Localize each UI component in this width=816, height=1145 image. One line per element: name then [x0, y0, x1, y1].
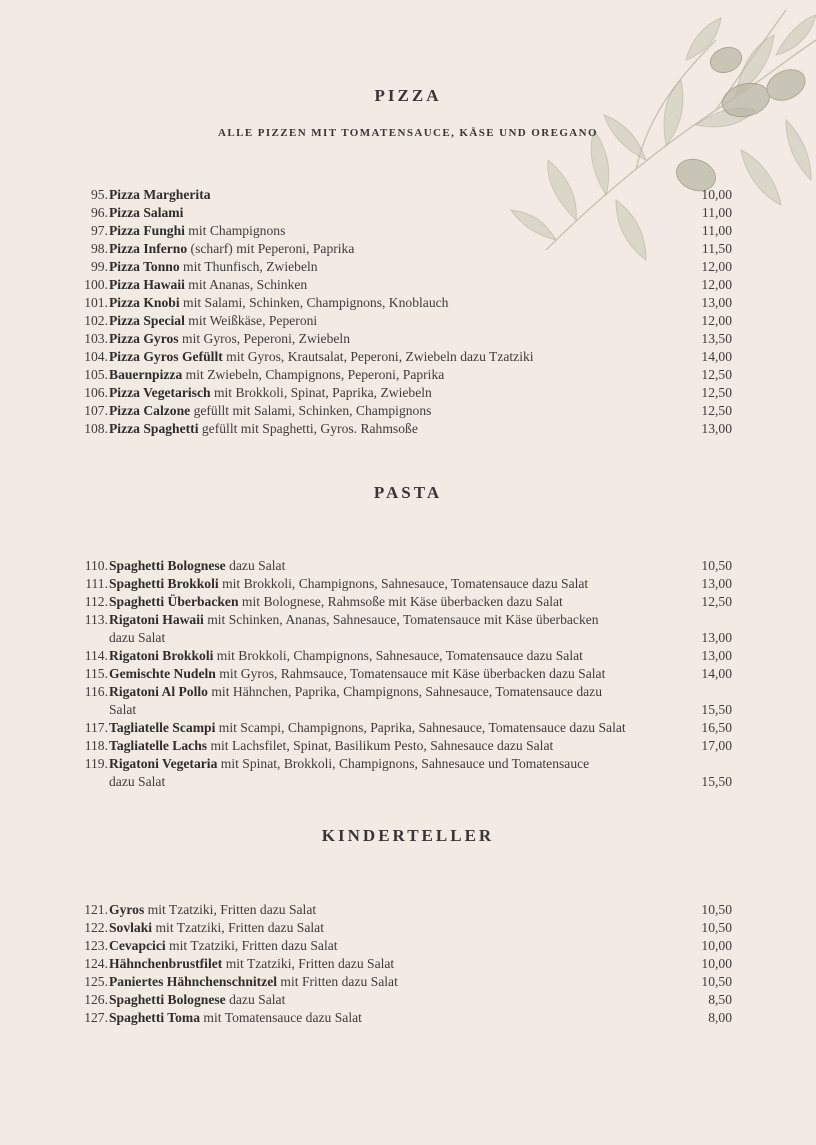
item-name: Pizza Funghi [109, 223, 185, 238]
item-description: mit Tzatziki, Fritten dazu Salat [144, 902, 317, 917]
menu-item [0, 955, 816, 973]
item-name: Pizza Hawaii [109, 277, 185, 292]
menu-item [0, 973, 816, 991]
item-name: Gemischte Nudeln [109, 666, 216, 681]
item-description-continued: dazu Salat [109, 630, 166, 645]
menu-item [0, 665, 816, 683]
menu-item [0, 593, 816, 611]
item-number: 113. [84, 612, 108, 627]
item-description: mit Tzatziki, Fritten dazu Salat [152, 920, 324, 935]
item-description: mit Brokkoli, Champignons, Sahnesauce, Tomatensauce dazu Salat [218, 576, 589, 591]
menu-item [0, 647, 816, 665]
menu-item [0, 366, 816, 384]
item-name: Rigatoni Al Pollo [109, 684, 208, 699]
item-number: 105. [84, 367, 108, 382]
item-description: mit Tomatensauce dazu Salat [200, 1010, 362, 1025]
item-price: 16,50 [701, 720, 732, 735]
item-name: Pizza Spaghetti [109, 421, 199, 436]
item-name: Rigatoni Vegetaria [109, 756, 218, 771]
item-number: 127. [84, 1010, 108, 1025]
item-price: 8,50 [708, 992, 732, 1007]
menu-item [0, 240, 816, 258]
item-name: Rigatoni Brokkoli [109, 648, 214, 663]
item-name: Tagliatelle Lachs [109, 738, 208, 753]
item-number: 122. [84, 920, 108, 935]
item-price: 12,50 [701, 403, 732, 418]
menu-item [0, 402, 816, 420]
item-description: dazu Salat [225, 992, 286, 1007]
item-description: mit Lachsfilet, Spinat, Basilikum Pesto, Sahnesauce dazu Salat [207, 738, 554, 753]
item-name: Pizza Vegetarisch [109, 385, 211, 400]
pizza-section-title: PIZZA [374, 86, 442, 105]
menu-item [0, 420, 816, 438]
item-price: 12,50 [701, 367, 732, 382]
menu-item [0, 901, 816, 919]
item-price: 13,00 [701, 421, 732, 436]
item-description: mit Brokkoli, Spinat, Paprika, Zwiebeln [210, 385, 432, 400]
item-price: 13,00 [701, 648, 732, 663]
item-description: mit Weißkäse, Peperoni [184, 313, 318, 328]
menu-item [0, 312, 816, 330]
item-price: 15,50 [701, 702, 732, 717]
item-price: 11,00 [701, 223, 732, 238]
item-price: 13,00 [701, 295, 732, 310]
item-number: 103. [84, 331, 108, 346]
menu-item [0, 719, 816, 737]
item-description-continued: Salat [109, 702, 137, 717]
item-number: 119. [84, 756, 108, 771]
item-number: 112. [84, 594, 108, 609]
item-description: gefüllt mit Spaghetti, Gyros. Rahmsoße [198, 421, 418, 436]
item-number: 99. [91, 259, 108, 274]
menu-item [0, 186, 816, 204]
item-name: Pizza Tonno [109, 259, 180, 274]
menu-item [0, 222, 816, 240]
item-name: Sovlaki [109, 920, 153, 935]
item-number: 104. [84, 349, 108, 364]
item-description: gefüllt mit Salami, Schinken, Champignons [190, 403, 432, 418]
item-number: 97. [91, 223, 108, 238]
item-price: 10,50 [701, 558, 732, 573]
item-number: 107. [84, 403, 108, 418]
menu-item [0, 204, 816, 222]
item-description: mit Zwiebeln, Champignons, Peperoni, Paprika [182, 367, 445, 382]
item-description: mit Gyros, Peperoni, Zwiebeln [178, 331, 350, 346]
item-price: 11,00 [701, 205, 732, 220]
item-description: mit Gyros, Krautsalat, Peperoni, Zwiebeln dazu Tzatziki [222, 349, 534, 364]
item-name: Gyros [109, 902, 145, 917]
item-description: mit Bolognese, Rahmsoße mit Käse überbacken dazu Salat [238, 594, 563, 609]
item-description: mit Tzatziki, Fritten dazu Salat [165, 938, 338, 953]
item-name: Spaghetti Toma [109, 1010, 201, 1025]
menu-item [0, 258, 816, 276]
item-number: 110. [84, 558, 108, 573]
item-description: mit Salami, Schinken, Champignons, Knoblauch [179, 295, 449, 310]
item-name: Pizza Gyros Gefüllt [109, 349, 223, 364]
item-price: 15,50 [701, 774, 732, 789]
menu-item [0, 937, 816, 955]
pizza-list [0, 186, 816, 438]
item-number: 118. [84, 738, 108, 753]
item-description: mit Schinken, Ananas, Sahnesauce, Tomatensauce mit Käse überbacken [203, 612, 599, 627]
item-number: 106. [84, 385, 108, 400]
item-price: 10,50 [701, 974, 732, 989]
item-name: Pizza Inferno [109, 241, 188, 256]
item-price: 10,00 [701, 956, 732, 971]
item-number: 121. [84, 902, 108, 917]
item-number: 117. [84, 720, 108, 735]
item-name: Spaghetti Überbacken [109, 594, 239, 609]
item-price: 10,00 [701, 187, 732, 202]
item-price: 13,00 [701, 630, 732, 645]
item-name: Pizza Salami [109, 205, 184, 220]
item-description: mit Brokkoli, Champignons, Sahnesauce, Tomatensauce dazu Salat [213, 648, 583, 663]
item-price: 12,00 [701, 259, 732, 274]
item-price: 8,00 [708, 1010, 732, 1025]
item-number: 108. [84, 421, 108, 436]
menu-item [0, 611, 816, 647]
item-name: Spaghetti Bolognese [109, 992, 226, 1007]
item-price: 13,00 [701, 576, 732, 591]
item-description: mit Thunfisch, Zwiebeln [179, 259, 318, 274]
item-price: 14,00 [701, 666, 732, 681]
item-description: mit Ananas, Schinken [184, 277, 308, 292]
item-price: 12,50 [701, 385, 732, 400]
item-price: 12,50 [701, 594, 732, 609]
item-number: 101. [84, 295, 108, 310]
item-price: 10,50 [701, 920, 732, 935]
item-name: Tagliatelle Scampi [109, 720, 216, 735]
item-number: 114. [84, 648, 108, 663]
item-number: 100. [84, 277, 108, 292]
item-price: 12,00 [701, 277, 732, 292]
kinderteller-list [0, 901, 816, 1027]
menu-item [0, 683, 816, 719]
item-name: Pizza Special [109, 313, 185, 328]
item-name: Pizza Margherita [109, 187, 211, 202]
item-number: 124. [84, 956, 108, 971]
item-number: 95. [91, 187, 108, 202]
pasta-section-title: PASTA [373, 483, 443, 502]
item-name: Pizza Knobi [109, 295, 180, 310]
item-name: Paniertes Hähnchenschnitzel [109, 974, 278, 989]
kinderteller-section-title: KINDERTELLER [321, 826, 495, 845]
item-number: 126. [84, 992, 108, 1007]
menu-item [0, 294, 816, 312]
item-name: Spaghetti Bolognese [109, 558, 226, 573]
item-number: 111. [85, 576, 108, 591]
item-number: 125. [84, 974, 108, 989]
item-number: 96. [91, 205, 108, 220]
item-description: mit Spinat, Brokkoli, Champignons, Sahnesauce und Tomatensauce [217, 756, 590, 771]
item-number: 116. [84, 684, 108, 699]
item-price: 10,50 [701, 902, 732, 917]
item-price: 12,00 [701, 313, 732, 328]
item-name: Hähnchenbrustfilet [109, 956, 223, 971]
menu-item [0, 330, 816, 348]
item-price: 10,00 [701, 938, 732, 953]
item-number: 102. [84, 313, 108, 328]
item-description: (scharf) mit Peperoni, Paprika [187, 241, 355, 256]
pasta-list [0, 557, 816, 791]
item-number: 115. [84, 666, 108, 681]
menu-item [0, 348, 816, 366]
item-number: 123. [84, 938, 108, 953]
menu-item [0, 919, 816, 937]
menu-item [0, 1009, 816, 1027]
item-name: Rigatoni Hawaii [109, 612, 204, 627]
item-description: mit Hähnchen, Paprika, Champignons, Sahnesauce, Tomatensauce dazu [207, 684, 602, 699]
item-description: mit Champignons [184, 223, 286, 238]
item-price: 11,50 [701, 241, 732, 256]
menu-item [0, 755, 816, 791]
item-name: Bauernpizza [109, 367, 183, 382]
item-description-continued: dazu Salat [109, 774, 166, 789]
item-description: mit Gyros, Rahmsauce, Tomatensauce mit Käse überbacken dazu Salat [215, 666, 606, 681]
item-price: 14,00 [701, 349, 732, 364]
item-description: mit Scampi, Champignons, Paprika, Sahnesauce, Tomatensauce dazu Salat [215, 720, 626, 735]
menu-item [0, 384, 816, 402]
item-description: mit Fritten dazu Salat [277, 974, 398, 989]
menu-item [0, 276, 816, 294]
item-price: 13,50 [701, 331, 732, 346]
menu-item [0, 575, 816, 593]
menu-item [0, 991, 816, 1009]
menu-item [0, 737, 816, 755]
menu-item [0, 557, 816, 575]
item-name: Pizza Gyros [109, 331, 179, 346]
pizza-section-subtitle: ALLE PIZZEN MIT TOMATENSAUCE, KÄSE UND OREGANO [218, 127, 598, 139]
item-description: mit Tzatziki, Fritten dazu Salat [222, 956, 395, 971]
item-description: dazu Salat [225, 558, 286, 573]
item-name: Cevapcici [109, 938, 166, 953]
item-name: Pizza Calzone [109, 403, 191, 418]
item-price: 17,00 [701, 738, 732, 753]
item-number: 98. [91, 241, 108, 256]
item-name: Spaghetti Brokkoli [109, 576, 219, 591]
